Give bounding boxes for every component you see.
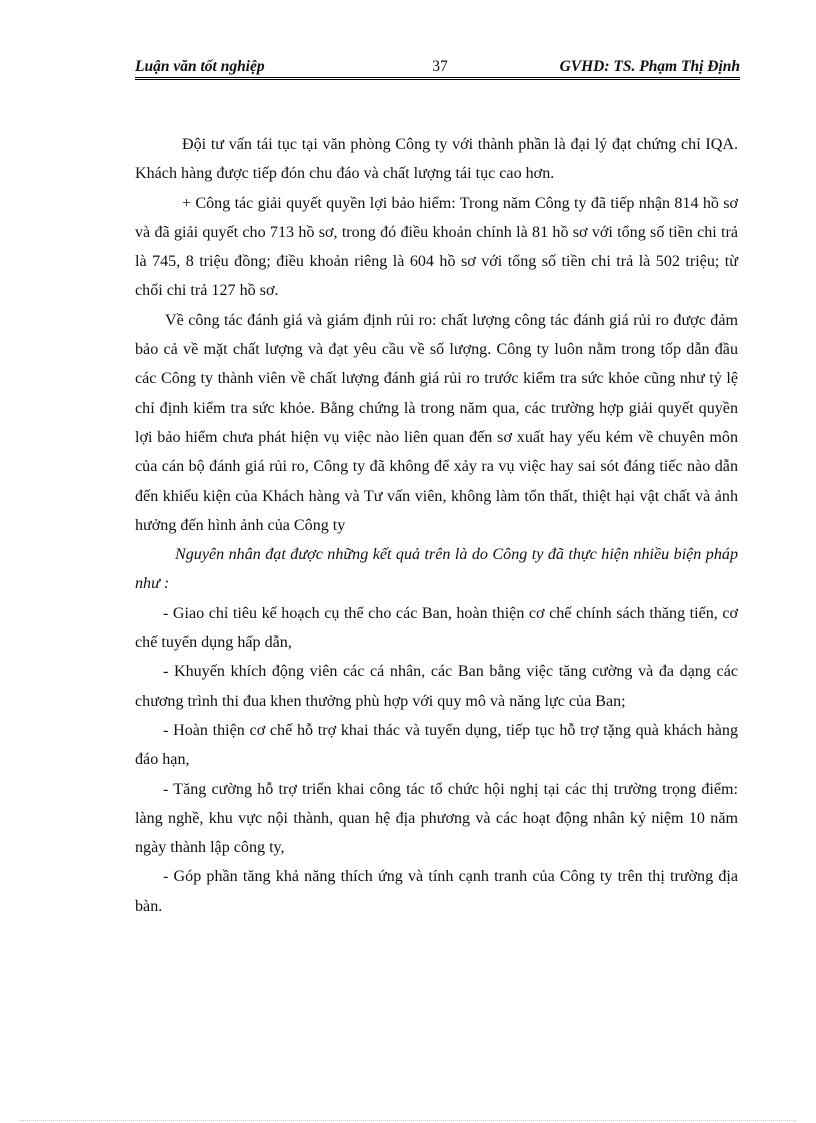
document-body: [135, 130, 738, 921]
list-item: - Hoàn thiện cơ chế hỗ trợ khai thác và tuyển dụng, tiếp tục hỗ trợ tặng quà khách hàng đáo hạn,: [135, 721, 738, 769]
paragraph-risk-assessment: Về công tác đánh giá và giám định rủi ro: chất lượng công tác đánh giá rủi ro được đảm bảo cả về mặt chất lượng và đạt yêu cầu về số lượng. Công ty luôn nằm trong tốp dẫn đầu các Công ty thành viên về chất lượng đánh giá rủi ro trước kiểm tra sức khỏe cũng như tỷ lệ chỉ định kiểm tra sức khỏe. Bằng chứng là trong năm qua, các trường hợp giải quyết quyền lợi bảo hiểm chưa phát hiện vụ việc nào liên quan đến sơ xuất hay yếu kém về chuyên môn của cán bộ đánh giá rủi ro, Công ty đã không để xảy ra vụ việc hay sai sót đáng tiếc nào dẫn đến khiếu kiện của Khách hàng và Tư vấn viên, không làm tổn thất, thiệt hại vật chất và ảnh hưởng đến hình ảnh của Công ty: [135, 311, 738, 534]
list-item: - Tăng cường hỗ trợ triển khai công tác tổ chức hội nghị tại các thị trường trọng điểm: làng nghề, khu vực nội thành, quan hệ địa phương và các hoạt động nhân kỷ niệm 10 năm ngày thành lập công ty,: [135, 780, 738, 857]
list-item: - Khuyến khích động viên các cá nhân, các Ban bằng việc tăng cường và đa dạng các chương trình thi đua khen thưởng phù hợp với quy mô và năng lực của Ban;: [135, 663, 738, 710]
page-bottom-border: [20, 1120, 796, 1121]
header-supervisor: GVHD: TS. Phạm Thị Định: [559, 58, 740, 75]
list-item: - Góp phần tăng khả năng thích ứng và tính cạnh tranh của Công ty trên thị trường địa bàn.: [135, 868, 738, 915]
paragraph-causes-heading: Nguyên nhân đạt được những kết quả trên là do Công ty đã thực hiện nhiều biện pháp như :: [135, 546, 738, 593]
header-divider: [135, 77, 740, 80]
page-number: 37: [432, 58, 448, 75]
header-thesis-title: Luận văn tốt nghiệp: [135, 58, 265, 75]
list-item: - Giao chỉ tiêu kế hoạch cụ thể cho các Ban, hoàn thiện cơ chế chính sách thăng tiến, cơ chế tuyển dụng hấp dẫn,: [135, 604, 738, 652]
page-header: [135, 56, 740, 78]
paragraph-claims-settlement: + Công tác giải quyết quyền lợi bảo hiểm: Trong năm Công ty đã tiếp nhận 814 hồ sơ và đã giải quyết cho 713 hồ sơ, trong đó điều khoản chính là 81 hồ sơ với tổng số tiền chi trả là 745, 8 triệu đồng; điều khoản riêng là 604 hồ sơ với tổng số tiền chi trả là 502 triệu; từ chối chi trả 127 hồ sơ.: [135, 194, 738, 300]
paragraph-renewal-team: Đội tư vấn tái tục tại văn phòng Công ty với thành phần là đại lý đạt chứng chỉ IQA. Khách hàng được tiếp đón chu đáo và chất lượng tái tục cao hơn.: [135, 136, 738, 183]
